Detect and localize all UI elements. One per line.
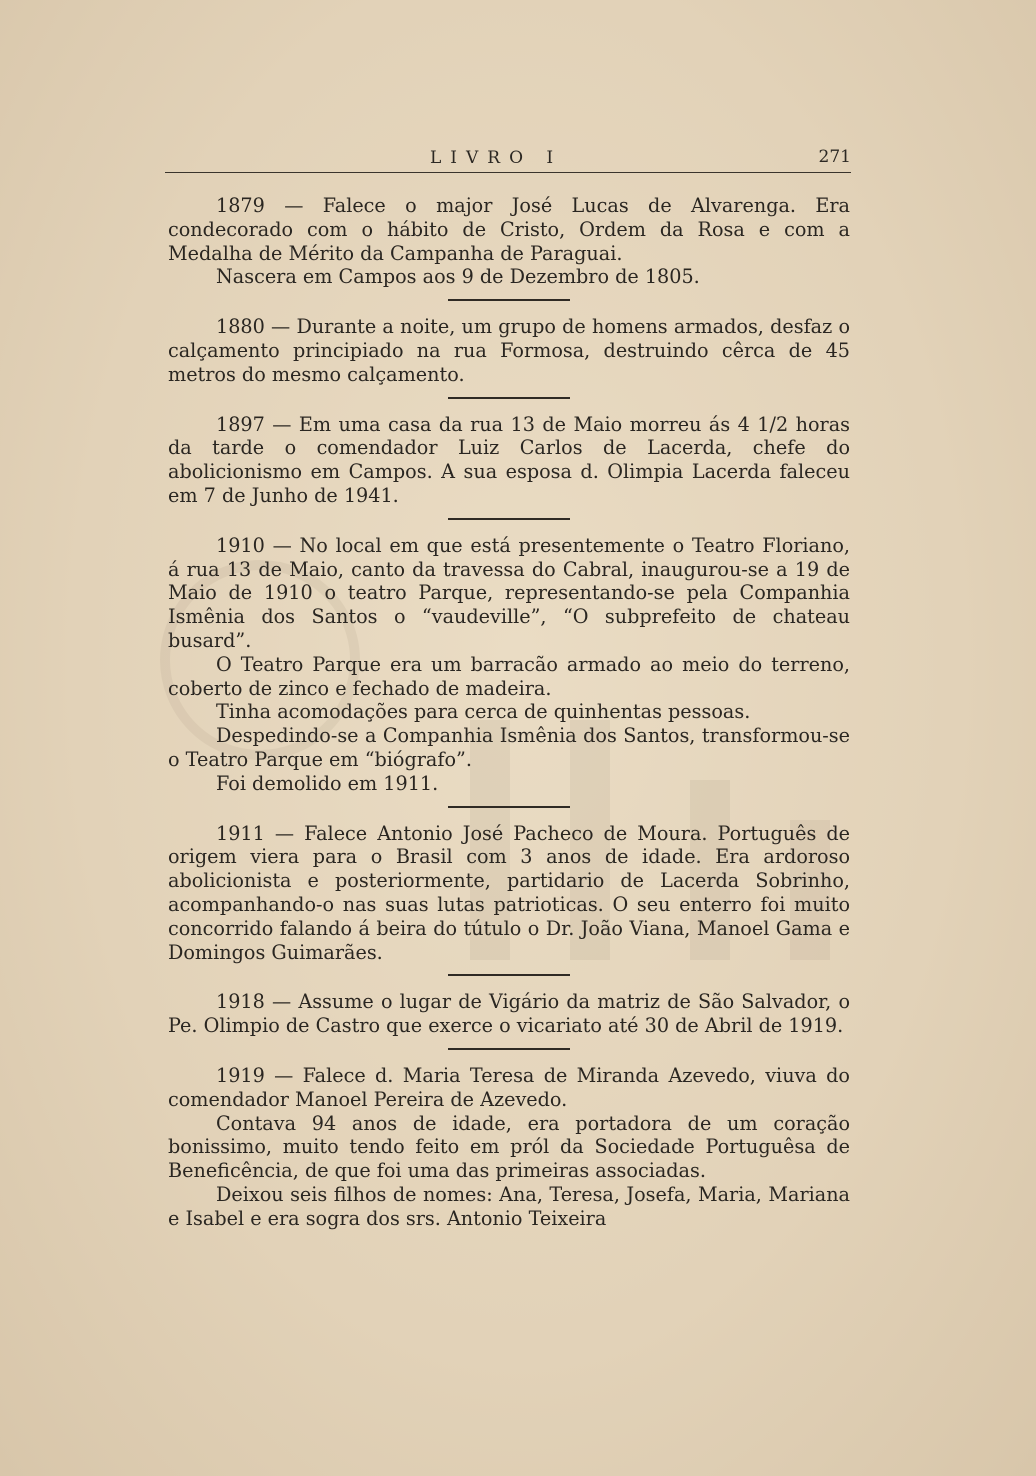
paragraph: Nascera em Campos aos 9 de Dezembro de 1805. [216,265,700,289]
entry-1918 [168,990,850,1038]
paragraph: Foi demolido em 1911. [216,771,439,795]
paragraph: 1879 — Falece o major José Lucas de Alvarenga. Era condecorado com o hábito de Cristo, Ordem da Rosa e com a Medalha de Mérito da Campanha de Paraguai. [168,194,850,265]
paragraph: Tinha acomodações para cerca de quinhentas pessoas. [216,700,751,724]
paragraph: O Teatro Parque era um barracão armado ao meio do terreno, coberto de zinco e fechado de madeira. [168,652,850,700]
section-divider [448,806,570,808]
paragraph: Deixou seis filhos de nomes: Ana, Teresa, Josefa, Maria, Mariana e Isabel e era sogra dos srs. Antonio Teixeira [168,1182,850,1230]
paragraph: 1919 — Falece d. Maria Teresa de Miranda Azevedo, viuva do comendador Manoel Pereira de Azevedo. [168,1063,850,1111]
paragraph: Contava 94 anos de idade, era portadora de um coração bonissimo, muito tendo feito em pról da Sociedade Portuguêsa de Beneficência, de que foi uma das primeiras associadas. [168,1111,850,1183]
running-head: LIVRO I [430,148,563,168]
entry-1919 [168,1064,850,1231]
entry-1910 [168,534,850,796]
section-divider [448,974,570,976]
entry-1897 [168,413,850,508]
entry-1880 [168,315,850,386]
entry-1911 [168,822,850,965]
page-number: 271 [818,147,851,167]
paragraph: 1897 — Em uma casa da rua 13 de Maio morreu ás 4 1/2 horas da tarde o comendador Luiz Carlos de Lacerda, chefe do abolicionismo em Campos. A sua esposa d. Olimpia Lacerda faleceu em 7 de Junho de 1941. [168,412,850,507]
paragraph: 1918 — Assume o lugar de Vigário da matriz de São Salvador, o Pe. Olimpio de Castro que exerce o vicariato até 30 de Abril de 1919. [168,990,850,1038]
paragraph: Despedindo-se a Companhia Ismênia dos Santos, transformou-se o Teatro Parque em “biógrafo”. [168,724,850,771]
paragraph: 1911 — Falece Antonio José Pacheco de Moura. Português de origem viera para o Brasil com 3 anos de idade. Era ardoroso abolicionista e posteriormente, partidario de Lacerda Sobrinho, acompanhando-o nas suas lutas patrioticas. O seu enterro foi muito concorrido falando á beira do tútulo o Dr. João Viana, Manoel Gama e Domingos Guimarães. [168,821,850,964]
paragraph: 1910 — No local em que está presentemente o Teatro Floriano, á rua 13 de Maio, canto da travessa do Cabral, inaugurou-se a 19 de Maio de 1910 o teatro Parque, representando-se pela Companhia Ismênia dos Santos o “vaudeville”, “O subprefeito de chateau busard”. [168,533,850,652]
section-divider [448,1048,570,1050]
section-divider [448,299,570,301]
section-divider [448,397,570,399]
page-header [165,146,851,173]
paragraph: 1880 — Durante a noite, um grupo de homens armados, desfaz o calçamento principiado na rua Formosa, destruindo cêrca de 45 metros do mesmo calçamento. [168,315,850,386]
entry-1879 [168,194,850,289]
section-divider [448,518,570,520]
chronology-text [168,194,850,1230]
